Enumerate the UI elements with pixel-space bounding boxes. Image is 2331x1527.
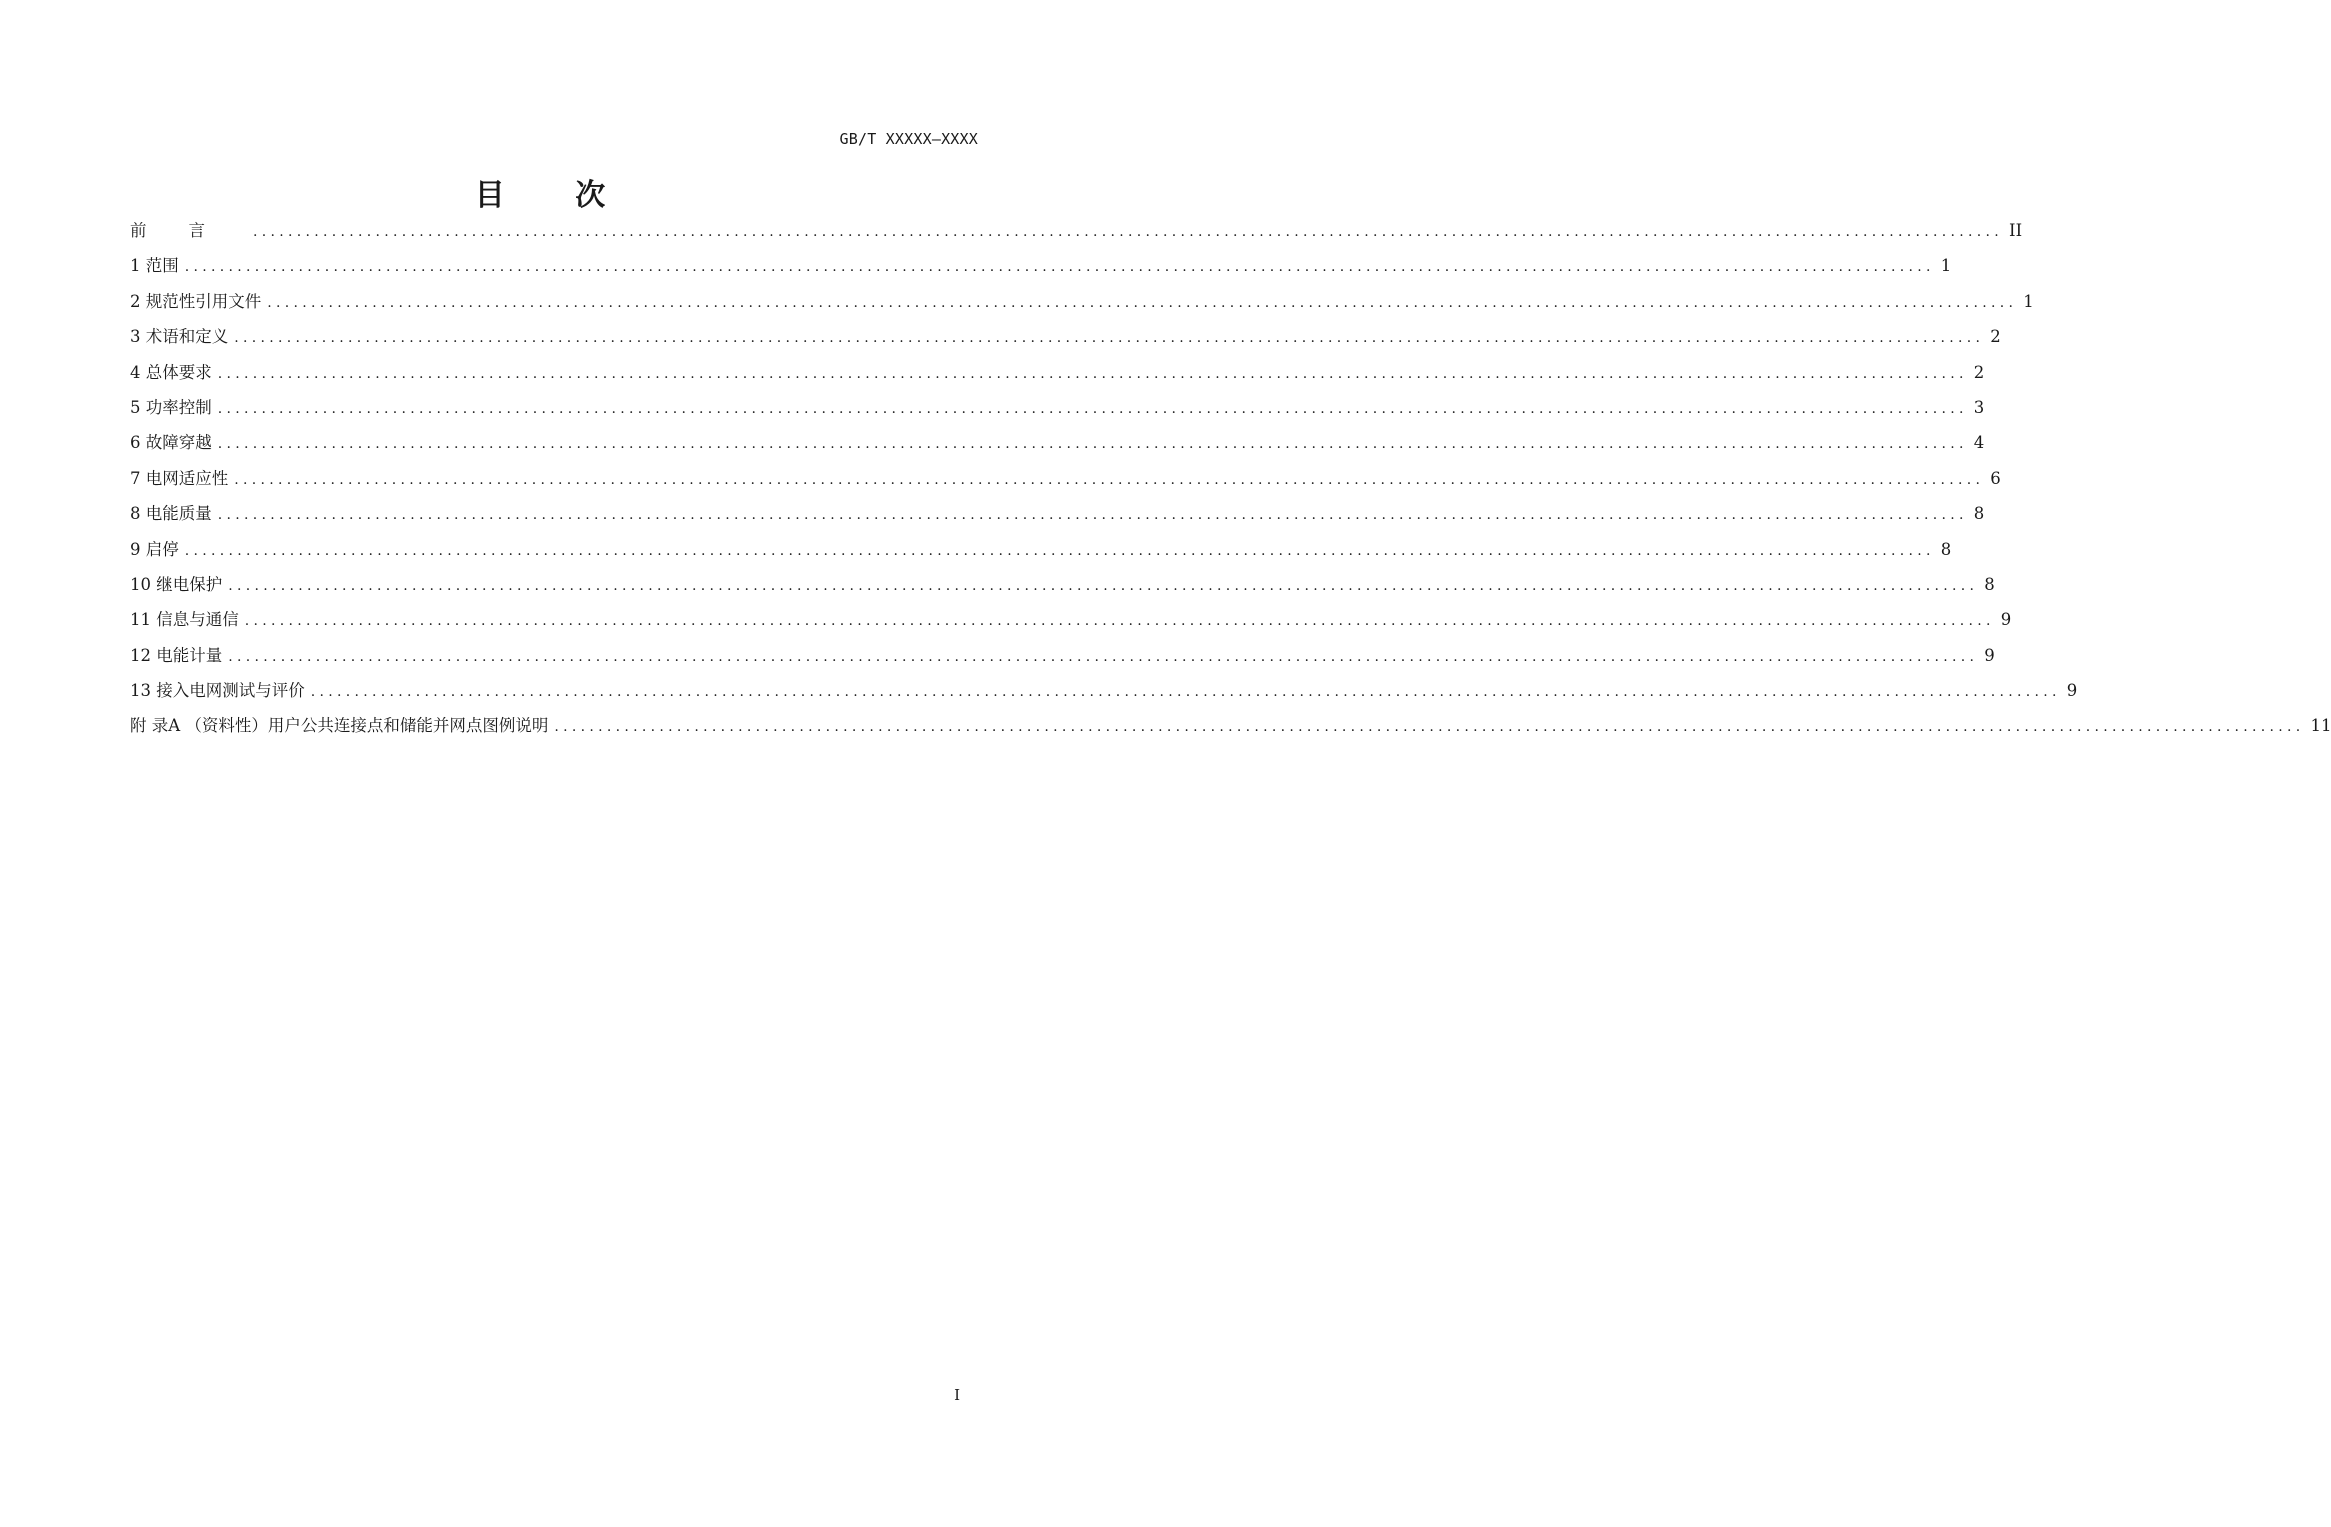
toc-leader-dots: ........................................................................................................................................................................................................ bbox=[554, 719, 2305, 736]
toc-entry-9[interactable] bbox=[130, 537, 1952, 572]
toc-entry-page: 2 bbox=[1973, 362, 1985, 382]
toc-leader-dots: ........................................................................................................................................................................................................ bbox=[234, 471, 1985, 488]
toc-entry-label: 12 电能计量 bbox=[130, 645, 223, 665]
toc-leader-dots: ........................................................................................................................................................................................................ bbox=[217, 507, 1968, 524]
toc-entry-page: 9 bbox=[1984, 645, 1995, 665]
toc-leader-dots: ........................................................................................................................................................................................................ bbox=[244, 613, 1995, 630]
toc-entry-2[interactable] bbox=[130, 289, 2034, 324]
toc-entry-label: 13 接入电网测试与评价 bbox=[130, 681, 305, 701]
toc-entry-page: 11 bbox=[2310, 716, 2331, 736]
toc-entry-label: 2 规范性引用文件 bbox=[130, 291, 262, 311]
toc-leader-dots: ........................................................................................................................................................................................................ bbox=[253, 224, 2004, 240]
toc-entry-appendix-a[interactable] bbox=[130, 713, 2331, 748]
toc-entry-7[interactable] bbox=[130, 466, 2001, 501]
toc-entry-label: 7 电网适应性 bbox=[130, 468, 229, 488]
toc-leader-dots: ........................................................................................................................................................................................................ bbox=[310, 684, 2061, 701]
toc-leader-dots: ........................................................................................................................................................................................................ bbox=[217, 436, 1968, 453]
toc-entry-label: 4 总体要求 bbox=[130, 362, 212, 382]
document-code: GB/T XXXXX—XXXX bbox=[839, 130, 978, 148]
toc-entry-8[interactable] bbox=[130, 501, 1985, 536]
toc-entry-3[interactable] bbox=[130, 324, 2001, 359]
toc-entry-label: 10 继电保护 bbox=[130, 574, 223, 594]
toc-entry-label: 3 术语和定义 bbox=[130, 327, 229, 347]
page-title: 目 次 bbox=[474, 178, 636, 213]
toc-entry-page: 8 bbox=[1940, 539, 1952, 559]
toc-leader-dots: ........................................................................................................................................................................................................ bbox=[217, 400, 1968, 417]
toc-entry-page: 8 bbox=[1984, 574, 1995, 594]
toc-entry-page: 9 bbox=[2000, 610, 2012, 630]
page-number: I bbox=[954, 1386, 960, 1404]
toc-entry-4[interactable] bbox=[130, 360, 1985, 395]
toc-entry-page: 6 bbox=[1990, 468, 2001, 488]
toc-entry-page: 1 bbox=[2023, 291, 2034, 311]
toc-entry-page: 8 bbox=[1973, 504, 1985, 524]
toc-entry-page: 9 bbox=[2066, 681, 2078, 701]
toc-entry-1[interactable] bbox=[130, 253, 1952, 288]
toc-entry-label: 9 启停 bbox=[130, 539, 179, 559]
toc-leader-dots: ........................................................................................................................................................................................................ bbox=[267, 294, 2018, 311]
table-of-contents bbox=[130, 218, 2331, 749]
toc-leader-dots: ........................................................................................................................................................................................................ bbox=[184, 259, 1935, 276]
toc-entry-page: II bbox=[2009, 221, 2023, 240]
toc-leader-dots: ........................................................................................................................................................................................................ bbox=[217, 365, 1968, 382]
toc-entry-label: 5 功率控制 bbox=[130, 397, 212, 417]
toc-entry-foreword[interactable] bbox=[130, 218, 2023, 253]
toc-entry-page: 3 bbox=[1973, 397, 1985, 417]
toc-leader-dots: ........................................................................................................................................................................................................ bbox=[234, 330, 1985, 347]
toc-entry-10[interactable] bbox=[130, 572, 1995, 607]
toc-entry-6[interactable] bbox=[130, 430, 1985, 465]
toc-leader-dots: ........................................................................................................................................................................................................ bbox=[184, 542, 1935, 559]
toc-leader-dots: ........................................................................................................................................................................................................ bbox=[228, 577, 1979, 594]
toc-entry-label: 1 范围 bbox=[130, 256, 179, 276]
toc-entry-page: 4 bbox=[1973, 433, 1985, 453]
toc-entry-page: 1 bbox=[1940, 256, 1952, 276]
toc-entry-page: 2 bbox=[1990, 327, 2001, 347]
toc-entry-12[interactable] bbox=[130, 643, 1995, 678]
toc-entry-13[interactable] bbox=[130, 678, 2078, 713]
toc-entry-5[interactable] bbox=[130, 395, 1985, 430]
toc-leader-dots: ........................................................................................................................................................................................................ bbox=[228, 648, 1979, 665]
toc-entry-label: 8 电能质量 bbox=[130, 504, 212, 524]
toc-entry-label: 前言 bbox=[130, 221, 247, 240]
toc-entry-label: 附 录A （资料性）用户公共连接点和储能并网点图例说明 bbox=[130, 716, 549, 736]
toc-entry-11[interactable] bbox=[130, 607, 2012, 642]
toc-entry-label: 11 信息与通信 bbox=[130, 610, 239, 630]
toc-entry-label: 6 故障穿越 bbox=[130, 433, 212, 453]
